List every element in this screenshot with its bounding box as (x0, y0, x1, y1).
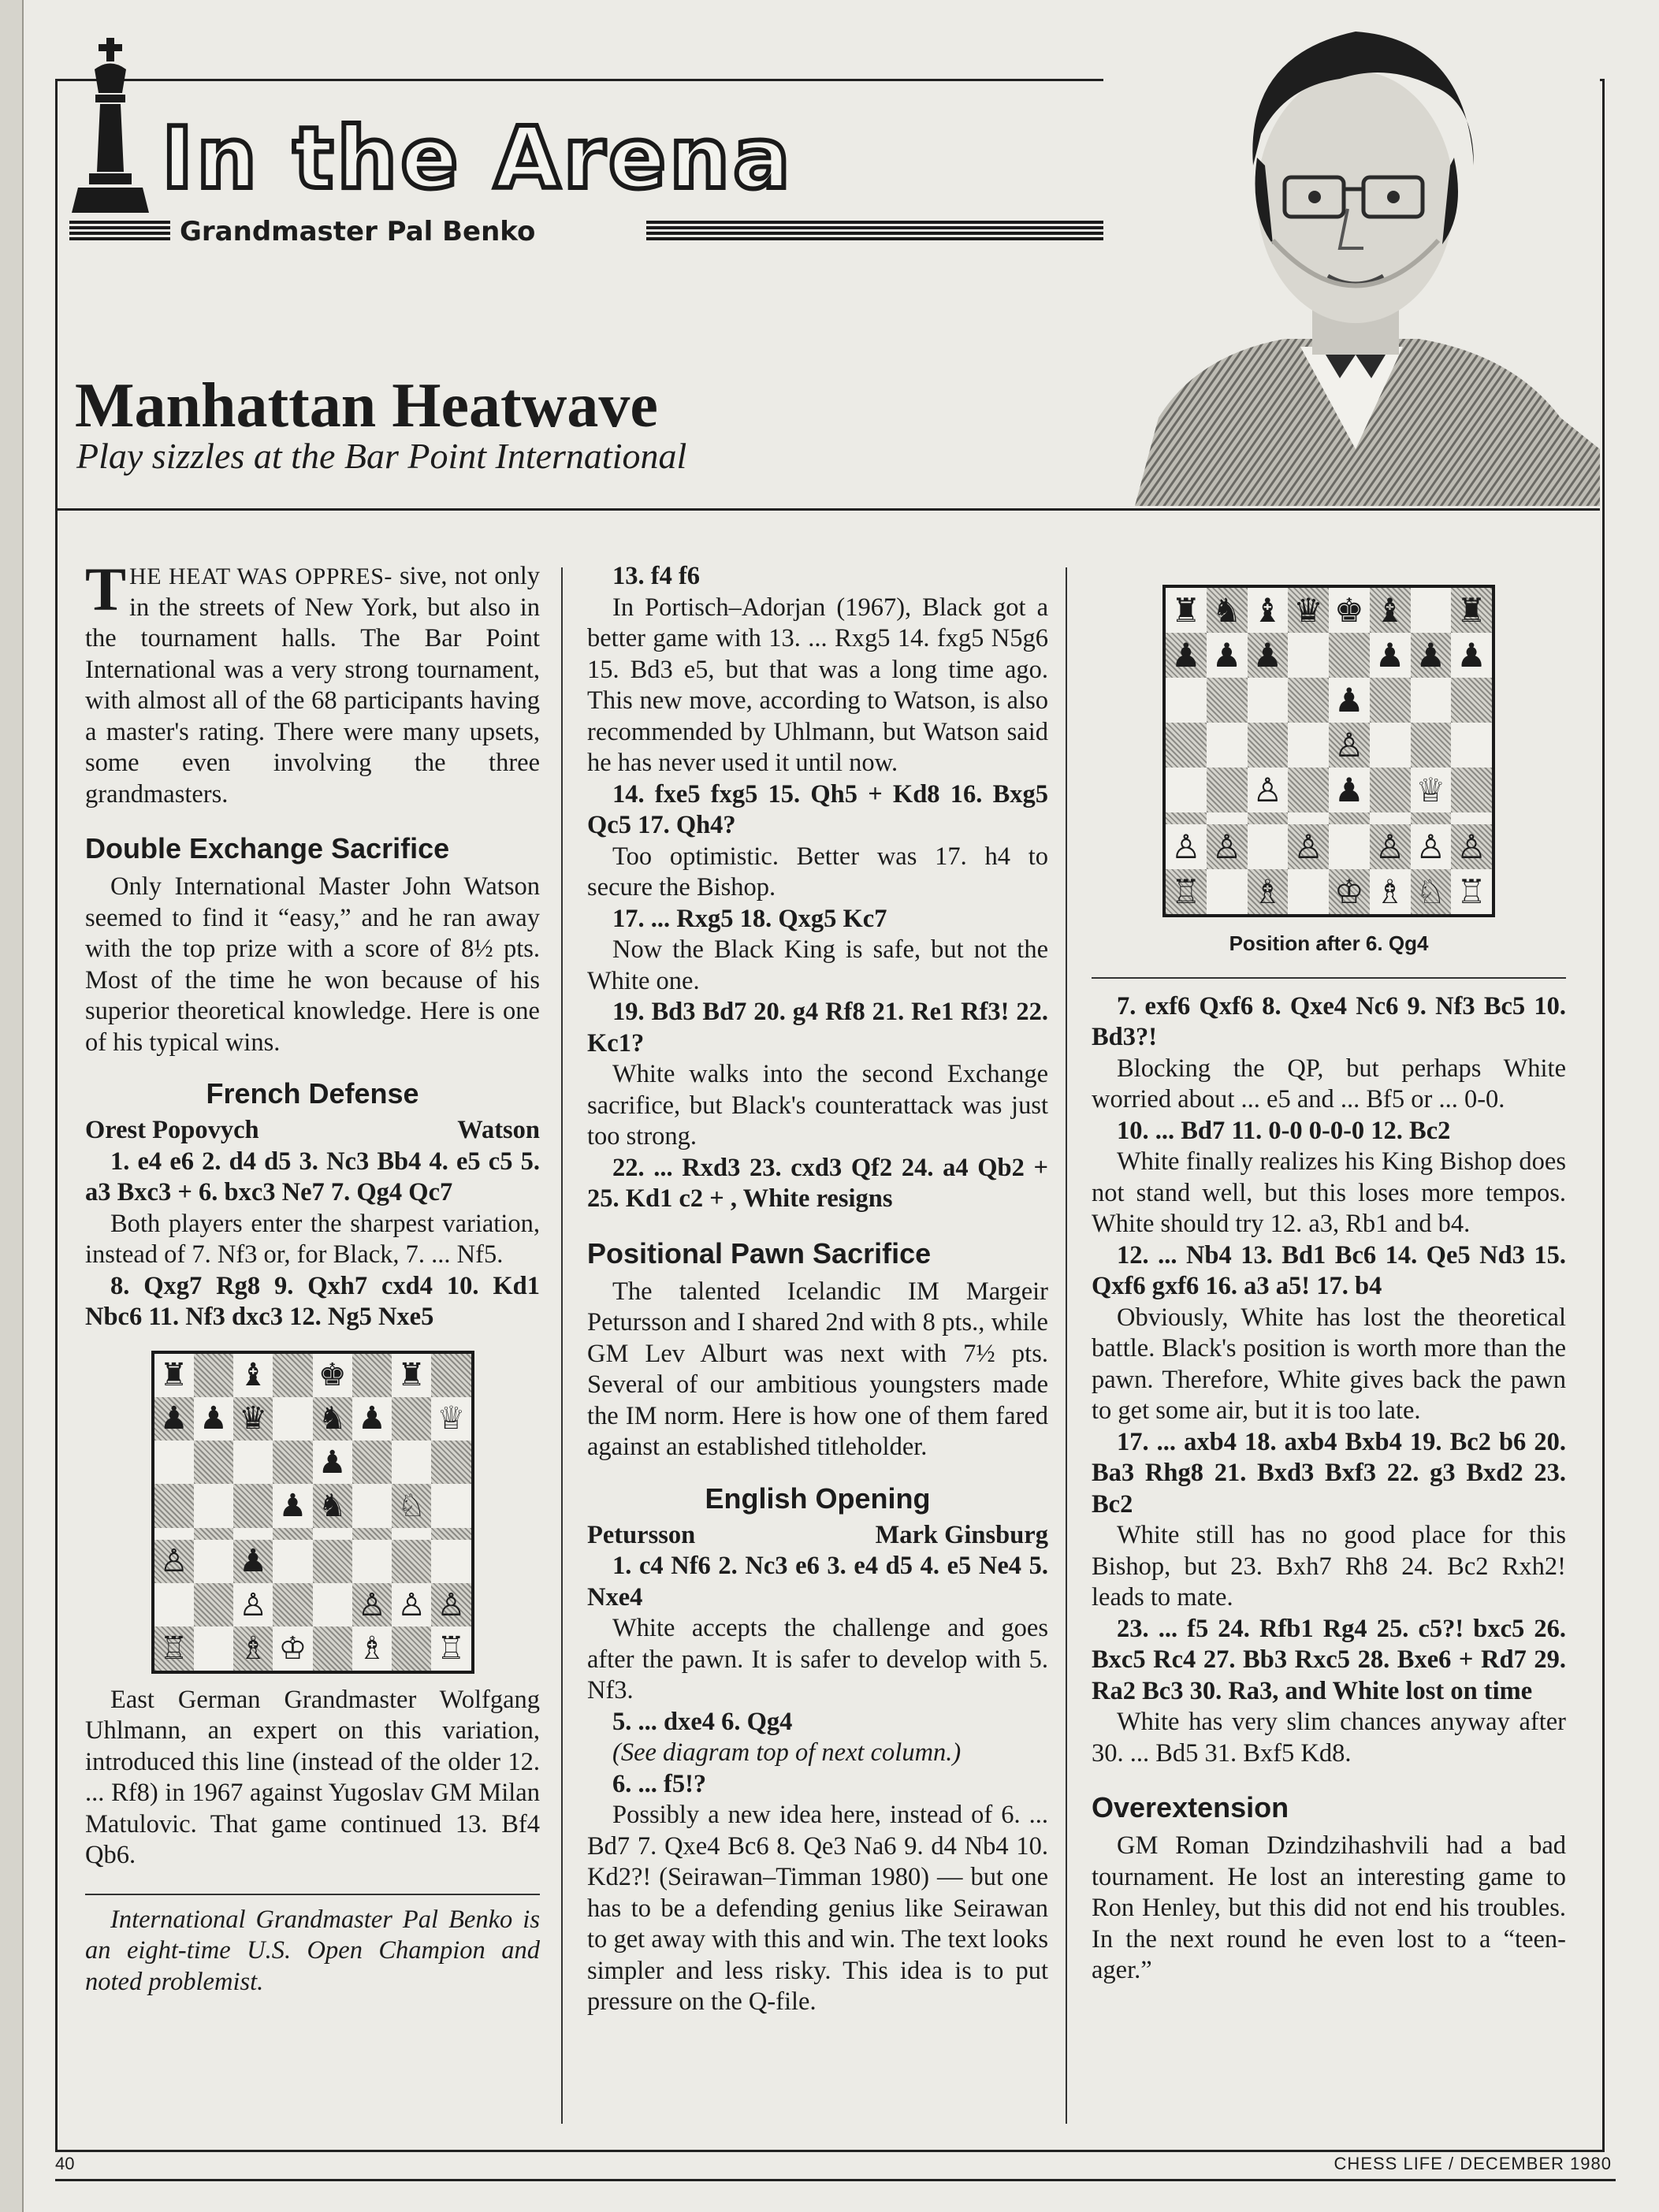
board-square (1207, 824, 1248, 869)
diagram-note: (See diagram top of next column.) (612, 1738, 962, 1767)
chess-piece-icon: ♛ (239, 1400, 268, 1437)
board-square (1248, 768, 1289, 812)
board-square (431, 1354, 471, 1397)
chess-piece-icon: ♙ (1456, 827, 1486, 866)
section-heading: Overextension (1092, 1791, 1289, 1824)
paragraph: White has very slim chances anyway after 30. ... Bd5 31. Bxf5 Kd8. (1092, 1708, 1566, 1768)
board-square (392, 1441, 431, 1484)
chess-piece-icon: ♙ (239, 1586, 268, 1623)
column-title: In the Arena (162, 110, 794, 208)
paragraph: The talented Icelandic IM Margeir Petursson and I shared 2nd with 8 pts., while GM Lev Alburt was next with 7½ pts. Several of our ambitious youngsters made the IM norm. Here is how one of them fared against an established titleholder. (587, 1277, 1048, 1461)
board-square (352, 1484, 392, 1527)
board-square (273, 1484, 312, 1527)
moves: 19. Bd3 Bd7 20. g4 Rf8 21. Re1 Rf3! 22. Kc1? (587, 998, 1048, 1058)
board-square (352, 1626, 392, 1670)
board-square (1329, 723, 1370, 768)
board-square (1329, 588, 1370, 633)
board-square (1411, 824, 1452, 869)
board-square (1329, 824, 1370, 869)
board-square (154, 1528, 194, 1540)
board-square (1248, 812, 1289, 824)
chess-piece-icon: ♝ (239, 1357, 268, 1394)
board-square (1207, 768, 1248, 812)
chess-king-logo-icon (67, 38, 154, 219)
paragraph: White finally realizes his King Bishop does not stand well, but this loses more tempos. White should try 12. a3, Rb1 and b4. (1092, 1147, 1566, 1238)
board-square (313, 1583, 352, 1626)
board-square (1288, 633, 1329, 678)
chess-piece-icon: ♙ (437, 1586, 466, 1623)
paragraph: White walks into the second Exchange sacrifice, but Black's counterattack was just too strong. (587, 1060, 1048, 1151)
moves: 6. ... f5!? (612, 1769, 707, 1798)
board-square (233, 1583, 273, 1626)
chess-piece-icon: ♕ (1415, 770, 1446, 809)
chess-piece-icon: ♟ (159, 1400, 188, 1437)
board-square (392, 1583, 431, 1626)
board-square (392, 1484, 431, 1527)
diagram-caption: Position after 6. Qg4 (1229, 931, 1429, 955)
black-player: Watson (457, 1116, 540, 1144)
chess-piece-icon: ♟ (1252, 635, 1283, 675)
column-rule-1 (561, 567, 563, 2124)
chess-piece-icon: ♗ (1252, 872, 1283, 911)
chess-piece-icon: ♟ (1171, 635, 1201, 675)
board-square (1370, 723, 1411, 768)
chess-piece-icon: ♞ (318, 1487, 347, 1524)
board-square (313, 1626, 352, 1670)
board-square (1248, 824, 1289, 869)
board-square (1451, 723, 1492, 768)
board-square (1370, 812, 1411, 824)
board-square (194, 1484, 233, 1527)
chess-piece-icon: ♔ (1334, 872, 1364, 911)
chess-piece-icon: ♙ (1171, 827, 1201, 866)
chess-piece-icon: ♘ (1415, 872, 1446, 911)
divider (1092, 977, 1566, 979)
black-player: Mark Ginsburg (875, 1520, 1048, 1549)
board-square (1166, 812, 1207, 824)
board-square (273, 1626, 312, 1670)
board-square (1288, 869, 1329, 914)
board-square (1166, 824, 1207, 869)
board-square (1329, 633, 1370, 678)
board-square (392, 1540, 431, 1583)
chess-piece-icon: ♖ (437, 1630, 466, 1667)
chess-piece-icon: ♘ (397, 1487, 426, 1524)
chess-diagram (151, 1351, 474, 1674)
board-square (1288, 588, 1329, 633)
board-square (1329, 812, 1370, 824)
board-square (233, 1540, 273, 1583)
board-square (154, 1583, 194, 1626)
column-1 (85, 555, 540, 1998)
byline-stripe-left (69, 221, 170, 243)
opening-heading: English Opening (705, 1481, 931, 1515)
board-square (313, 1528, 352, 1540)
intro-text: sive, not only in the streets of New York, but also in the tournament halls. The Bar Point International was a very strong tournament, with almost all of the 68 participants having a master's rating. There were many upsets, some even involving the three grandmasters. (85, 562, 540, 809)
chess-piece-icon: ♟ (1374, 635, 1405, 675)
board-square (154, 1484, 194, 1527)
board-square (1451, 812, 1492, 824)
chess-piece-icon: ♟ (199, 1400, 228, 1437)
board-square (233, 1441, 273, 1484)
board-square (352, 1528, 392, 1540)
paragraph: White still has no good place for this Bishop, but 23. Bxh7 Rh8 24. Bc2 Rxh2! leads to mate. (1092, 1521, 1566, 1612)
chess-piece-icon: ♞ (318, 1400, 347, 1437)
board-square (431, 1626, 471, 1670)
author-bio: International Grandmaster Pal Benko is an eight-time U.S. Open Champion and noted problemist. (85, 1905, 540, 1996)
moves: 1. c4 Nf6 2. Nc3 e6 3. e4 d5 4. e5 Ne4 5. Nxe4 (587, 1552, 1048, 1612)
board-square (194, 1354, 233, 1397)
chess-piece-icon: ♖ (1171, 872, 1201, 911)
intro-smallcaps: HE HEAT WAS OPPRES- (129, 563, 392, 589)
board-square (1370, 633, 1411, 678)
moves: 7. exf6 Qxf6 8. Qxe4 Nc6 9. Nf3 Bc5 10. Bd3?! (1092, 991, 1566, 1051)
board-square (194, 1397, 233, 1441)
board-square (1451, 678, 1492, 723)
drop-cap: T (85, 555, 127, 623)
board-square (273, 1354, 312, 1397)
board-square (194, 1540, 233, 1583)
paragraph: Possibly a new idea here, instead of 6. ... Bd7 7. Qxe4 Bc6 8. Qe3 Na6 9. d4 Nb4 10. Kd2?! (Seirawan–Timman 1980) — but one has to be a defending genius like Seirawan to get away with this and win. The text looks simpler and less risky. This idea is to put pressure on the Q-file. (587, 1801, 1048, 2016)
chess-piece-icon: ♙ (357, 1586, 386, 1623)
board-square (1207, 588, 1248, 633)
column-rule-2 (1066, 567, 1067, 2124)
moves: 12. ... Nb4 13. Bd1 Bc6 14. Qe5 Nd3 15. Qxf6 gxf6 16. a3 a5! 17. b4 (1092, 1240, 1566, 1300)
board-square (1207, 812, 1248, 824)
byline: Grandmaster Pal Benko (175, 217, 540, 246)
chess-piece-icon: ♟ (1334, 770, 1364, 809)
board-square (1166, 768, 1207, 812)
board-square (194, 1583, 233, 1626)
board-square (313, 1540, 352, 1583)
board-square (1451, 633, 1492, 678)
board-square (392, 1626, 431, 1670)
board-square (431, 1484, 471, 1527)
board-square (1207, 723, 1248, 768)
board-square (273, 1441, 312, 1484)
board-square (233, 1484, 273, 1527)
chess-diagram (1162, 585, 1495, 917)
board-square (194, 1626, 233, 1670)
chess-piece-icon: ♔ (278, 1630, 307, 1667)
board-square (1411, 633, 1452, 678)
chess-piece-icon: ♝ (1374, 590, 1405, 630)
board-square (194, 1528, 233, 1540)
chess-piece-icon: ♚ (318, 1357, 347, 1394)
paragraph: In Portisch–Adorjan (1967), Black got a better game with 13. ... Rxg5 14. fxg5 N5g6 15. Bd3 e5, but that was a long time ago. This new move, according to Watson, is also recommended by Uhlmann, but Watson said he has never used it until now. (587, 593, 1048, 777)
moves: 14. fxe5 fxg5 15. Qh5 + Kd8 16. Bxg5 Qc5 17. Qh4? (587, 779, 1048, 839)
board-square (1329, 678, 1370, 723)
chess-piece-icon: ♙ (1415, 827, 1446, 866)
board-square (194, 1441, 233, 1484)
chess-piece-icon: ♜ (397, 1357, 426, 1394)
divider (85, 1894, 540, 1895)
moves: 10. ... Bd7 11. 0-0 0-0-0 12. Bc2 (1117, 1116, 1451, 1145)
chess-piece-icon: ♚ (1334, 590, 1364, 630)
white-player: Orest Popovych (85, 1116, 259, 1144)
board-square (1248, 869, 1289, 914)
board-square (1288, 768, 1329, 812)
chess-piece-icon: ♟ (1415, 635, 1446, 675)
board-square (273, 1397, 312, 1441)
board-square (313, 1354, 352, 1397)
chess-piece-icon: ♜ (159, 1357, 188, 1394)
board-square (273, 1583, 312, 1626)
intro-paragraph (85, 555, 540, 810)
board-square (1248, 633, 1289, 678)
moves: 13. f4 f6 (612, 562, 701, 590)
board-square (352, 1354, 392, 1397)
moves: 8. Qxg7 Rg8 9. Qxh7 cxd4 10. Kd1 Nbc6 11. Nf3 dxc3 12. Ng5 Nxe5 (85, 1271, 540, 1331)
board-square (313, 1441, 352, 1484)
chess-piece-icon: ♜ (1456, 590, 1486, 630)
opening-heading: French Defense (206, 1077, 419, 1110)
board-square (154, 1441, 194, 1484)
board-square (1411, 723, 1452, 768)
chess-piece-icon: ♖ (159, 1630, 188, 1667)
board-square (1370, 869, 1411, 914)
paragraph: GM Roman Dzindzihashvili had a bad tournament. He lost an interesting game to Ron Henley, but this did not end his troubles. In the next round he even lost to a “teen-ager.” (1092, 1831, 1566, 1984)
board-square (1207, 869, 1248, 914)
board-square (431, 1540, 471, 1583)
chess-piece-icon: ♟ (239, 1543, 268, 1580)
moves: 17. ... axb4 18. axb4 Bxb4 19. Bc2 b6 20. Ba3 Rhg8 21. Bxd3 Bxf3 22. g3 Bxd2 23. Bc2 (1092, 1427, 1566, 1519)
board-square (1166, 723, 1207, 768)
board-square (233, 1397, 273, 1441)
players-line (587, 1520, 1048, 1552)
board-square (392, 1528, 431, 1540)
white-player: Petursson (587, 1520, 696, 1549)
board-square (233, 1626, 273, 1670)
paragraph: Now the Black King is safe, but not the White one. (587, 935, 1048, 995)
board-square (1166, 633, 1207, 678)
chess-piece-icon: ♙ (159, 1543, 188, 1580)
board-square (1288, 824, 1329, 869)
page-number: 40 (55, 2154, 75, 2173)
board-square (1288, 723, 1329, 768)
chess-piece-icon: ♟ (1334, 680, 1364, 719)
chess-piece-icon: ♗ (357, 1630, 386, 1667)
board-square (1411, 869, 1452, 914)
board-square (1166, 588, 1207, 633)
board-square (154, 1626, 194, 1670)
board-square (1248, 588, 1289, 633)
chess-piece-icon: ♟ (278, 1487, 307, 1524)
board-square (1207, 633, 1248, 678)
board-square (1451, 869, 1492, 914)
moves: 22. ... Rxd3 23. cxd3 Qf2 24. a4 Qb2 + 25. Kd1 c2 + , White resigns (587, 1153, 1048, 1213)
board-square (154, 1397, 194, 1441)
board-square (431, 1528, 471, 1540)
board-square (392, 1397, 431, 1441)
moves: 5. ... dxe4 6. Qg4 (612, 1707, 793, 1736)
paragraph: Too optimistic. Better was 17. h4 to secure the Bishop. (587, 842, 1048, 902)
board-square (1370, 588, 1411, 633)
board-square (1370, 768, 1411, 812)
chess-piece-icon: ♞ (1211, 590, 1242, 630)
board-square (352, 1540, 392, 1583)
board-square (1411, 812, 1452, 824)
board-square (154, 1540, 194, 1583)
board-square (273, 1528, 312, 1540)
paragraph: Only International Master John Watson seemed to find it “easy,” and he ran away with the top prize with a score of 8½ pts. Most of the time he won because of his superior theoretical knowledge. Here is one of his typical wins. (85, 872, 540, 1057)
chess-piece-icon: ♝ (1252, 590, 1283, 630)
board-square (1370, 678, 1411, 723)
board-square (1370, 824, 1411, 869)
article-headline: Manhattan Heatwave (75, 371, 658, 441)
board-square (1451, 768, 1492, 812)
paragraph: Blocking the QP, but perhaps White worried about ... e5 and ... Bf5 or ... 0-0. (1092, 1054, 1566, 1113)
board-square (1411, 768, 1452, 812)
board-square (352, 1397, 392, 1441)
board-square (431, 1441, 471, 1484)
board-square (431, 1397, 471, 1441)
author-photo (1103, 8, 1600, 506)
article-subhead: Play sizzles at the Bar Point International (76, 436, 687, 476)
board-square (313, 1484, 352, 1527)
chess-piece-icon: ♜ (1171, 590, 1201, 630)
board-square (1166, 678, 1207, 723)
board-square (313, 1397, 352, 1441)
players-line (85, 1115, 540, 1147)
board-square (431, 1583, 471, 1626)
board-square (1288, 812, 1329, 824)
chess-piece-icon: ♙ (1252, 770, 1283, 809)
board-square (1411, 588, 1452, 633)
board-square (154, 1354, 194, 1397)
board-square (1248, 723, 1289, 768)
paragraph: White accepts the challenge and goes after the pawn. It is safer to develop with 5. Nf3. (587, 1614, 1048, 1705)
chess-piece-icon: ♟ (1456, 635, 1486, 675)
chess-piece-icon: ♙ (1374, 827, 1405, 866)
board-square (233, 1354, 273, 1397)
chess-piece-icon: ♛ (1293, 590, 1323, 630)
paragraph: East German Grandmaster Wolfgang Uhlmann, an expert on this variation, introduced this line (instead of the older 12. ... Rf8) in 1967 against Yugoslav GM Milan Matulovic. That game continued 13. Bf4 Qb6. (85, 1685, 540, 1869)
board-square (1248, 678, 1289, 723)
chess-piece-icon: ♙ (1334, 725, 1364, 764)
board-square (352, 1583, 392, 1626)
moves: 23. ... f5 24. Rfb1 Rg4 25. c5?! bxc5 26. Bxc5 Rc4 27. Bb3 Rxc5 28. Bxe6 + Rd7 29. Ra2 Bc3 30. Ra3, and White lost on time (1092, 1614, 1566, 1705)
chess-piece-icon: ♟ (318, 1444, 347, 1481)
moves: 1. e4 e6 2. d4 d5 3. Nc3 Bb4 4. e5 c5 5. a3 Bxc3 + 6. bxc3 Ne7 7. Qg4 Qc7 (85, 1147, 540, 1206)
moves: 17. ... Rxg5 18. Qxg5 Kc7 (612, 904, 887, 933)
board-square (352, 1441, 392, 1484)
board-square (1329, 869, 1370, 914)
board-square (1207, 678, 1248, 723)
board-square (1166, 869, 1207, 914)
chess-piece-icon: ♕ (437, 1400, 466, 1437)
board-square (1411, 678, 1452, 723)
board-square (233, 1528, 273, 1540)
chess-piece-icon: ♟ (1211, 635, 1242, 675)
page-edge (0, 0, 24, 2212)
board-square (1451, 824, 1492, 869)
chess-piece-icon: ♗ (239, 1630, 268, 1667)
chess-piece-icon: ♙ (1211, 827, 1242, 866)
chess-piece-icon: ♖ (1456, 872, 1486, 911)
board-square (1288, 678, 1329, 723)
section-heading: Positional Pawn Sacrifice (587, 1236, 932, 1270)
magazine-footer: CHESS LIFE / DECEMBER 1980 (1334, 2154, 1612, 2173)
board-square (1451, 588, 1492, 633)
paragraph: Obviously, White has lost the theoretical battle. Black's position is worth more than the pawn. Therefore, White gives back the pawn to get some air, but it is too late. (1092, 1303, 1566, 1425)
chess-piece-icon: ♟ (357, 1400, 386, 1437)
section-heading: Double Exchange Sacrifice (85, 832, 450, 864)
column-2 (587, 561, 1048, 2018)
column-3 (1092, 561, 1566, 1987)
board-square (1329, 768, 1370, 812)
paragraph: Both players enter the sharpest variation, instead of 7. Nf3 or, for Black, 7. ... Nf5. (85, 1209, 540, 1269)
board-square (392, 1354, 431, 1397)
board-square (273, 1540, 312, 1583)
chess-piece-icon: ♙ (1293, 827, 1323, 866)
chess-piece-icon: ♗ (1374, 872, 1405, 911)
chess-piece-icon: ♙ (397, 1586, 426, 1623)
bottom-rule (55, 2179, 1616, 2181)
